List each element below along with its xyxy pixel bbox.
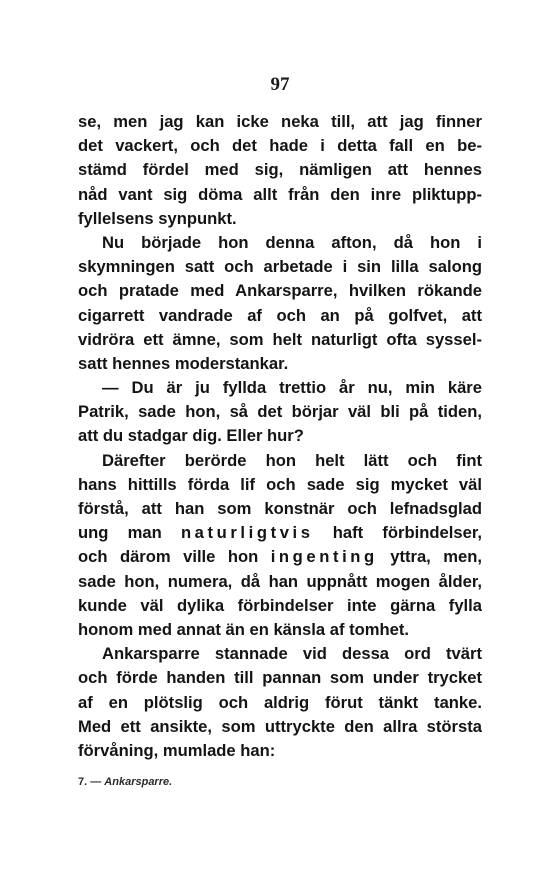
text-line: vidröra ett ämne, som helt naturligt ofta syssel- (78, 329, 482, 349)
signature-mark (78, 776, 172, 788)
text-line: och förde handen till pannan som under trycket (78, 668, 482, 688)
text-line: nåd vant sig döma allt från den inre pliktupp- (78, 184, 482, 204)
text-line: stämd fördel med sig, nämligen att hennes (78, 160, 482, 180)
text-line: att du stadgar dig. Eller hur? (78, 426, 304, 446)
text-line: cigarrett vandrade af och an på golfvet, att (78, 305, 482, 325)
text-line: förstå, att han som konstnär och lefnadsglad (78, 499, 482, 518)
page-number: 97 (270, 74, 290, 95)
text-segment: haft förbindelser, (332, 523, 482, 543)
text-line (78, 545, 482, 569)
text-line: Nu började hon denna afton, då hon i (102, 232, 482, 252)
signature-number: 7. — (78, 776, 102, 788)
text-line: — Du är ju fyllda trettio år nu, min käre (102, 378, 482, 398)
text-line (78, 521, 482, 545)
text-line: kunde väl dylika förbindelser inte gärna fylla (78, 595, 482, 615)
text-line: hans hittills förda lif och sade sig mycket väl (78, 474, 482, 494)
text-line: och pratade med Ankarsparre, hvilken rökande (78, 281, 482, 301)
emphasized-word: naturligtvis (180, 523, 314, 543)
body-text (78, 110, 482, 763)
text-segment: yttra, men, (390, 547, 482, 567)
text-line: det vackert, och det hade i detta fall en be- (78, 136, 482, 156)
text-line: satt hennes moderstankar. (78, 353, 289, 373)
text-line: förvåning, mumlade han: (78, 740, 276, 760)
emphasized-word: ingenting (270, 547, 378, 567)
text-line: honom med annat än en känsla af tomhet. (78, 619, 410, 639)
text-line: af en plötslig och aldrig förut tänkt tanke. (78, 692, 482, 712)
text-segment: och därom ville hon (78, 547, 259, 567)
text-line: sade hon, numera, då han uppnått mogen ålder, (78, 571, 482, 591)
text-line: Patrik, sade hon, så det börjar väl bli på tiden, (78, 402, 482, 422)
text-line: Därefter berörde hon helt lätt och fint (102, 450, 482, 470)
signature-title: Ankarsparre. (104, 776, 173, 788)
text-line: Ankarsparre stannade vid dessa ord tvärt (102, 644, 482, 664)
text-segment: ung man (78, 523, 162, 543)
text-line: Med ett ansikte, som uttryckte den allra största (78, 716, 482, 736)
text-line: se, men jag kan icke neka till, att jag finner (78, 112, 482, 131)
text-line: fyllelsens synpunkt. (78, 208, 237, 228)
text-line: skymningen satt och arbetade i sin lilla salong (78, 257, 482, 277)
